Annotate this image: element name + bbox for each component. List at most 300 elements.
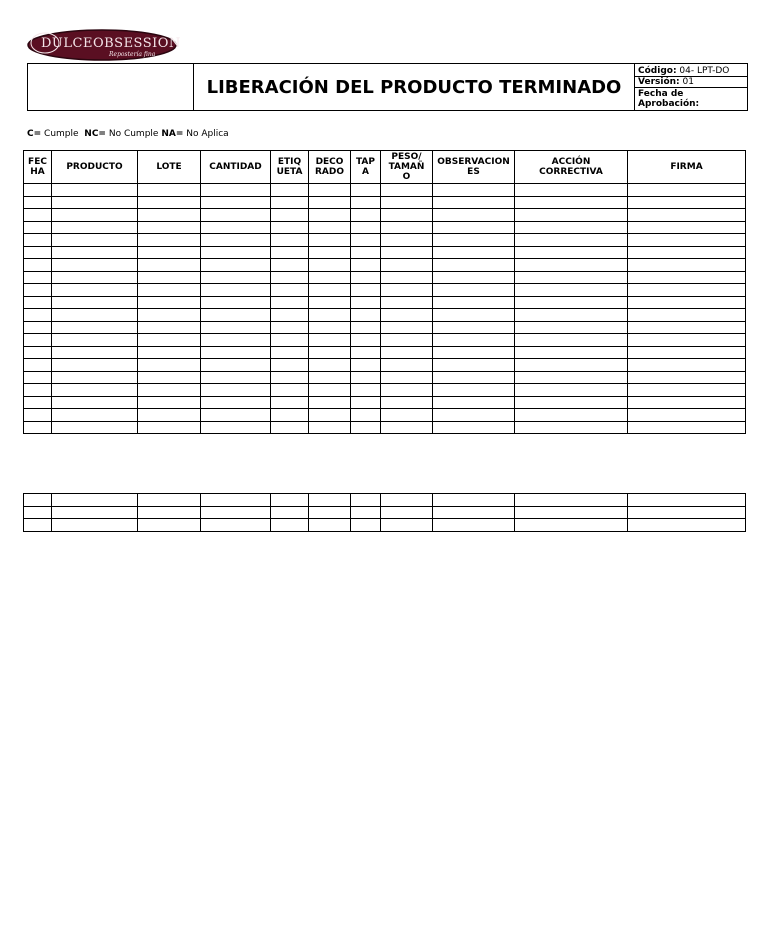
- table-cell[interactable]: [309, 409, 351, 422]
- table-cell[interactable]: [433, 346, 515, 359]
- table-cell[interactable]: [433, 259, 515, 272]
- table-cell[interactable]: [309, 421, 351, 434]
- table-cell[interactable]: [381, 221, 433, 234]
- table-cell[interactable]: [271, 259, 309, 272]
- table-cell[interactable]: [381, 321, 433, 334]
- table-cell[interactable]: [309, 506, 351, 519]
- table-cell[interactable]: [433, 396, 515, 409]
- table-cell[interactable]: [52, 421, 138, 434]
- table-cell[interactable]: [52, 284, 138, 297]
- table-cell[interactable]: [24, 346, 52, 359]
- table-cell[interactable]: [628, 506, 746, 519]
- column-header-text: PRODUCTO: [66, 162, 123, 172]
- fecha-label-1: Fecha de: [638, 88, 684, 99]
- table-cell[interactable]: [628, 321, 746, 334]
- table-cell[interactable]: [309, 284, 351, 297]
- table-cell[interactable]: [24, 409, 52, 422]
- table-cell[interactable]: [52, 334, 138, 347]
- table-cell[interactable]: [351, 371, 381, 384]
- legend-nc-text: No Cumple: [108, 129, 159, 139]
- table-cell[interactable]: [24, 506, 52, 519]
- table-cell[interactable]: [628, 396, 746, 409]
- column-header-text: CANTIDAD: [209, 162, 262, 172]
- table-cell[interactable]: [138, 409, 201, 422]
- table-cell[interactable]: [628, 271, 746, 284]
- table-cell[interactable]: [52, 309, 138, 322]
- table-cell[interactable]: [381, 384, 433, 397]
- table-cell[interactable]: [351, 296, 381, 309]
- table-cell[interactable]: [52, 196, 138, 209]
- column-header: [24, 151, 52, 184]
- table-cell[interactable]: [201, 421, 271, 434]
- table-cell[interactable]: [201, 209, 271, 222]
- table-cell[interactable]: [515, 284, 628, 297]
- table-cell[interactable]: [351, 321, 381, 334]
- table-cell[interactable]: [201, 359, 271, 372]
- table-cell[interactable]: [433, 494, 515, 507]
- table-cell[interactable]: [351, 519, 381, 532]
- table-cell[interactable]: [24, 246, 52, 259]
- legend-c-text: Cumple: [44, 129, 79, 139]
- table-cell[interactable]: [433, 409, 515, 422]
- table-cell[interactable]: [381, 184, 433, 197]
- table-cell[interactable]: [138, 321, 201, 334]
- table-cell[interactable]: [201, 519, 271, 532]
- table-cell[interactable]: [271, 506, 309, 519]
- table-cell[interactable]: [309, 396, 351, 409]
- table-cell[interactable]: [52, 259, 138, 272]
- table-row: [24, 284, 746, 297]
- table-cell[interactable]: [309, 271, 351, 284]
- table-cell[interactable]: [138, 506, 201, 519]
- document-header: [27, 63, 748, 111]
- table-cell[interactable]: [628, 346, 746, 359]
- table-cell[interactable]: [271, 284, 309, 297]
- table-cell[interactable]: [433, 519, 515, 532]
- table-cell[interactable]: [628, 409, 746, 422]
- table-cell[interactable]: [381, 359, 433, 372]
- table-cell[interactable]: [24, 259, 52, 272]
- table-cell[interactable]: [628, 234, 746, 247]
- table-cell[interactable]: [628, 284, 746, 297]
- table-cell[interactable]: [52, 519, 138, 532]
- table-cell[interactable]: [24, 234, 52, 247]
- table-cell[interactable]: [433, 359, 515, 372]
- table-cell[interactable]: [628, 309, 746, 322]
- table-cell[interactable]: [381, 196, 433, 209]
- column-header-text: TAP: [355, 157, 375, 167]
- table-cell[interactable]: [628, 259, 746, 272]
- table-cell[interactable]: [515, 321, 628, 334]
- table-cell[interactable]: [515, 371, 628, 384]
- version-line: [635, 77, 747, 88]
- table-cell[interactable]: [433, 196, 515, 209]
- table-cell[interactable]: [24, 184, 52, 197]
- table-cell[interactable]: [381, 421, 433, 434]
- codigo-value: 04- LPT-DO: [679, 65, 730, 76]
- table-cell[interactable]: [271, 184, 309, 197]
- table-cell[interactable]: [52, 346, 138, 359]
- table-cell[interactable]: [24, 359, 52, 372]
- table-cell[interactable]: [433, 184, 515, 197]
- table-cell[interactable]: [515, 209, 628, 222]
- table-cell[interactable]: [138, 384, 201, 397]
- table-cell[interactable]: [309, 519, 351, 532]
- table-cell[interactable]: [271, 221, 309, 234]
- table-cell[interactable]: [24, 284, 52, 297]
- table-cell[interactable]: [351, 396, 381, 409]
- table-cell[interactable]: [309, 359, 351, 372]
- table-cell[interactable]: [271, 234, 309, 247]
- table-cell[interactable]: [52, 359, 138, 372]
- table-cell[interactable]: [201, 309, 271, 322]
- table-cell[interactable]: [433, 221, 515, 234]
- table-cell[interactable]: [351, 209, 381, 222]
- table-cell[interactable]: [309, 184, 351, 197]
- table-cell[interactable]: [309, 221, 351, 234]
- table-cell[interactable]: [201, 271, 271, 284]
- table-cell[interactable]: [351, 506, 381, 519]
- table-cell[interactable]: [351, 259, 381, 272]
- table-cell[interactable]: [433, 246, 515, 259]
- table-cell[interactable]: [515, 421, 628, 434]
- table-cell[interactable]: [201, 196, 271, 209]
- table-cell[interactable]: [628, 196, 746, 209]
- table-cell[interactable]: [381, 409, 433, 422]
- column-header-text: ES: [467, 167, 480, 177]
- table-cell[interactable]: [24, 421, 52, 434]
- table-cell[interactable]: [515, 494, 628, 507]
- table-cell[interactable]: [271, 246, 309, 259]
- table-cell[interactable]: [433, 271, 515, 284]
- table-cell[interactable]: [381, 234, 433, 247]
- table-cell[interactable]: [515, 184, 628, 197]
- table-cell[interactable]: [515, 259, 628, 272]
- table-cell[interactable]: [52, 371, 138, 384]
- table-cell[interactable]: [52, 494, 138, 507]
- table-cell[interactable]: [433, 371, 515, 384]
- table-cell[interactable]: [138, 371, 201, 384]
- column-header: [381, 151, 433, 184]
- table-cell[interactable]: [201, 234, 271, 247]
- table-cell[interactable]: [433, 384, 515, 397]
- table-cell[interactable]: [351, 184, 381, 197]
- company-logo: [27, 28, 181, 62]
- table-cell[interactable]: [381, 296, 433, 309]
- table-cell[interactable]: [271, 334, 309, 347]
- table-cell[interactable]: [271, 421, 309, 434]
- table-cell[interactable]: [138, 284, 201, 297]
- table-cell[interactable]: [138, 221, 201, 234]
- table-cell[interactable]: [309, 384, 351, 397]
- table-cell[interactable]: [351, 221, 381, 234]
- table-cell[interactable]: [271, 359, 309, 372]
- table-cell[interactable]: [24, 334, 52, 347]
- table-cell[interactable]: [515, 409, 628, 422]
- table-cell[interactable]: [309, 309, 351, 322]
- table-cell[interactable]: [52, 221, 138, 234]
- table-cell[interactable]: [309, 346, 351, 359]
- table-cell[interactable]: [628, 421, 746, 434]
- table-cell[interactable]: [628, 334, 746, 347]
- column-header-text: TAMAÑ: [388, 162, 425, 172]
- table-cell[interactable]: [381, 209, 433, 222]
- table-cell[interactable]: [628, 209, 746, 222]
- table-cell[interactable]: [628, 494, 746, 507]
- table-cell[interactable]: [201, 321, 271, 334]
- table-cell[interactable]: [515, 296, 628, 309]
- table-cell[interactable]: [201, 384, 271, 397]
- table-cell[interactable]: [138, 296, 201, 309]
- column-header: [201, 151, 271, 184]
- table-header-row: [24, 151, 746, 184]
- table-cell[interactable]: [52, 396, 138, 409]
- table-cell[interactable]: [138, 196, 201, 209]
- logo-name: DULCEOBSESSION: [41, 36, 181, 51]
- table-cell[interactable]: [628, 384, 746, 397]
- table-cell[interactable]: [381, 346, 433, 359]
- table-cell[interactable]: [24, 384, 52, 397]
- column-header-text: PESO/: [391, 152, 422, 162]
- table-cell[interactable]: [201, 221, 271, 234]
- table-cell[interactable]: [271, 346, 309, 359]
- table-cell[interactable]: [433, 334, 515, 347]
- table-cell[interactable]: [138, 309, 201, 322]
- table-cell[interactable]: [351, 309, 381, 322]
- table-cell[interactable]: [24, 296, 52, 309]
- table-cell[interactable]: [138, 359, 201, 372]
- column-header-text: A: [362, 167, 369, 177]
- table-cell[interactable]: [138, 519, 201, 532]
- table-cell[interactable]: [138, 346, 201, 359]
- table-cell[interactable]: [24, 221, 52, 234]
- table-cell[interactable]: [309, 334, 351, 347]
- table-cell[interactable]: [52, 384, 138, 397]
- table-cell[interactable]: [351, 359, 381, 372]
- table-cell[interactable]: [515, 234, 628, 247]
- column-header-text: HA: [30, 167, 45, 177]
- column-header-text: DECO: [315, 157, 344, 167]
- table-cell[interactable]: [351, 346, 381, 359]
- table-cell[interactable]: [52, 209, 138, 222]
- table-cell[interactable]: [515, 309, 628, 322]
- table-cell[interactable]: [201, 296, 271, 309]
- table-cell[interactable]: [433, 284, 515, 297]
- table-cell[interactable]: [381, 246, 433, 259]
- table-cell[interactable]: [309, 296, 351, 309]
- table-cell[interactable]: [138, 494, 201, 507]
- table-cell[interactable]: [24, 371, 52, 384]
- table-cell[interactable]: [271, 309, 309, 322]
- table-cell[interactable]: [351, 196, 381, 209]
- table-cell[interactable]: [309, 494, 351, 507]
- table-cell[interactable]: [138, 246, 201, 259]
- table-row: [24, 371, 746, 384]
- table-cell[interactable]: [271, 384, 309, 397]
- table-cell[interactable]: [138, 259, 201, 272]
- table-cell[interactable]: [52, 409, 138, 422]
- table-cell[interactable]: [309, 321, 351, 334]
- table-cell[interactable]: [381, 259, 433, 272]
- table-cell[interactable]: [433, 234, 515, 247]
- table-cell[interactable]: [309, 209, 351, 222]
- table-cell[interactable]: [201, 246, 271, 259]
- table-row: [24, 234, 746, 247]
- table-cell[interactable]: [515, 196, 628, 209]
- table-cell[interactable]: [433, 421, 515, 434]
- table-cell[interactable]: [515, 346, 628, 359]
- table-cell[interactable]: [433, 296, 515, 309]
- table-cell[interactable]: [351, 384, 381, 397]
- column-header-text: CORRECTIVA: [539, 167, 603, 177]
- table-row: [24, 209, 746, 222]
- table-cell[interactable]: [201, 346, 271, 359]
- table-cell[interactable]: [309, 259, 351, 272]
- table-cell[interactable]: [138, 271, 201, 284]
- table-cell[interactable]: [271, 321, 309, 334]
- table-cell[interactable]: [515, 396, 628, 409]
- table-cell[interactable]: [271, 196, 309, 209]
- table-cell[interactable]: [24, 519, 52, 532]
- table-row: [24, 384, 746, 397]
- table-cell[interactable]: [201, 334, 271, 347]
- table-row: [24, 271, 746, 284]
- column-header: [309, 151, 351, 184]
- table-cell[interactable]: [381, 519, 433, 532]
- table-row: [24, 259, 746, 272]
- table-cell[interactable]: [52, 506, 138, 519]
- fecha-line: [635, 88, 747, 109]
- table-cell[interactable]: [515, 246, 628, 259]
- table-cell[interactable]: [138, 184, 201, 197]
- legend: [27, 129, 229, 139]
- table-cell[interactable]: [628, 519, 746, 532]
- table-cell[interactable]: [628, 221, 746, 234]
- table-cell[interactable]: [628, 296, 746, 309]
- version-value: 01: [682, 76, 694, 87]
- table-cell[interactable]: [138, 421, 201, 434]
- table-cell[interactable]: [24, 271, 52, 284]
- table-cell[interactable]: [201, 184, 271, 197]
- table-cell[interactable]: [24, 396, 52, 409]
- table-cell[interactable]: [351, 409, 381, 422]
- table-cell[interactable]: [433, 506, 515, 519]
- table-cell[interactable]: [201, 409, 271, 422]
- table-cell[interactable]: [271, 271, 309, 284]
- table-row: [24, 506, 746, 519]
- table-cell[interactable]: [271, 396, 309, 409]
- table-cell[interactable]: [271, 209, 309, 222]
- table-cell[interactable]: [515, 271, 628, 284]
- column-header-text: OBSERVACION: [437, 157, 510, 167]
- table-cell[interactable]: [138, 234, 201, 247]
- table-cell[interactable]: [24, 209, 52, 222]
- table-cell[interactable]: [515, 519, 628, 532]
- table-cell[interactable]: [201, 494, 271, 507]
- table-cell[interactable]: [351, 494, 381, 507]
- table-cell[interactable]: [628, 184, 746, 197]
- table-cell[interactable]: [201, 259, 271, 272]
- table-cell[interactable]: [381, 396, 433, 409]
- table-cell[interactable]: [271, 519, 309, 532]
- release-table-continued: [23, 493, 746, 532]
- table-cell[interactable]: [628, 371, 746, 384]
- table-cell[interactable]: [201, 371, 271, 384]
- table-cell[interactable]: [381, 494, 433, 507]
- table-cell[interactable]: [351, 246, 381, 259]
- table-cell[interactable]: [381, 271, 433, 284]
- table-cell[interactable]: [351, 234, 381, 247]
- table-row: [24, 184, 746, 197]
- table-cell[interactable]: [138, 334, 201, 347]
- table-row: [24, 296, 746, 309]
- table-cell[interactable]: [52, 234, 138, 247]
- document-metadata: [635, 64, 748, 111]
- table-cell[interactable]: [52, 184, 138, 197]
- table-cell[interactable]: [52, 321, 138, 334]
- table-cell[interactable]: [351, 421, 381, 434]
- table-cell[interactable]: [433, 321, 515, 334]
- table-cell[interactable]: [515, 334, 628, 347]
- table-cell[interactable]: [309, 234, 351, 247]
- table-cell[interactable]: [271, 296, 309, 309]
- table-cell[interactable]: [515, 384, 628, 397]
- table-cell[interactable]: [24, 196, 52, 209]
- table-cell[interactable]: [201, 396, 271, 409]
- table-cell[interactable]: [271, 371, 309, 384]
- column-header: [351, 151, 381, 184]
- table-cell[interactable]: [515, 221, 628, 234]
- table-cell[interactable]: [515, 506, 628, 519]
- table-cell[interactable]: [433, 209, 515, 222]
- table-cell[interactable]: [138, 396, 201, 409]
- column-header-text: LOTE: [156, 162, 182, 172]
- table-cell[interactable]: [381, 506, 433, 519]
- table-cell[interactable]: [138, 209, 201, 222]
- table-cell[interactable]: [24, 309, 52, 322]
- table-cell[interactable]: [271, 494, 309, 507]
- table-cell[interactable]: [52, 246, 138, 259]
- table-cell[interactable]: [309, 371, 351, 384]
- legend-c-key: C=: [27, 129, 42, 139]
- table-cell[interactable]: [24, 494, 52, 507]
- table-cell[interactable]: [201, 506, 271, 519]
- table-cell[interactable]: [381, 334, 433, 347]
- table-cell[interactable]: [309, 246, 351, 259]
- table-cell[interactable]: [201, 284, 271, 297]
- column-header-text: O: [402, 172, 411, 182]
- table-cell[interactable]: [271, 409, 309, 422]
- table-cell[interactable]: [24, 321, 52, 334]
- table-cell[interactable]: [351, 334, 381, 347]
- table-cell[interactable]: [52, 271, 138, 284]
- table-cell[interactable]: [381, 371, 433, 384]
- table-cell[interactable]: [351, 271, 381, 284]
- table-cell[interactable]: [628, 246, 746, 259]
- table-cell[interactable]: [309, 196, 351, 209]
- table-row: [24, 421, 746, 434]
- table-cell[interactable]: [433, 309, 515, 322]
- table-row: [24, 396, 746, 409]
- table-cell[interactable]: [628, 359, 746, 372]
- table-cell[interactable]: [515, 359, 628, 372]
- table-cell[interactable]: [351, 284, 381, 297]
- table-cell[interactable]: [381, 284, 433, 297]
- table-cell[interactable]: [52, 296, 138, 309]
- table-cell[interactable]: [381, 309, 433, 322]
- column-header: [52, 151, 138, 184]
- column-header-text: ACCIÓN: [551, 157, 591, 167]
